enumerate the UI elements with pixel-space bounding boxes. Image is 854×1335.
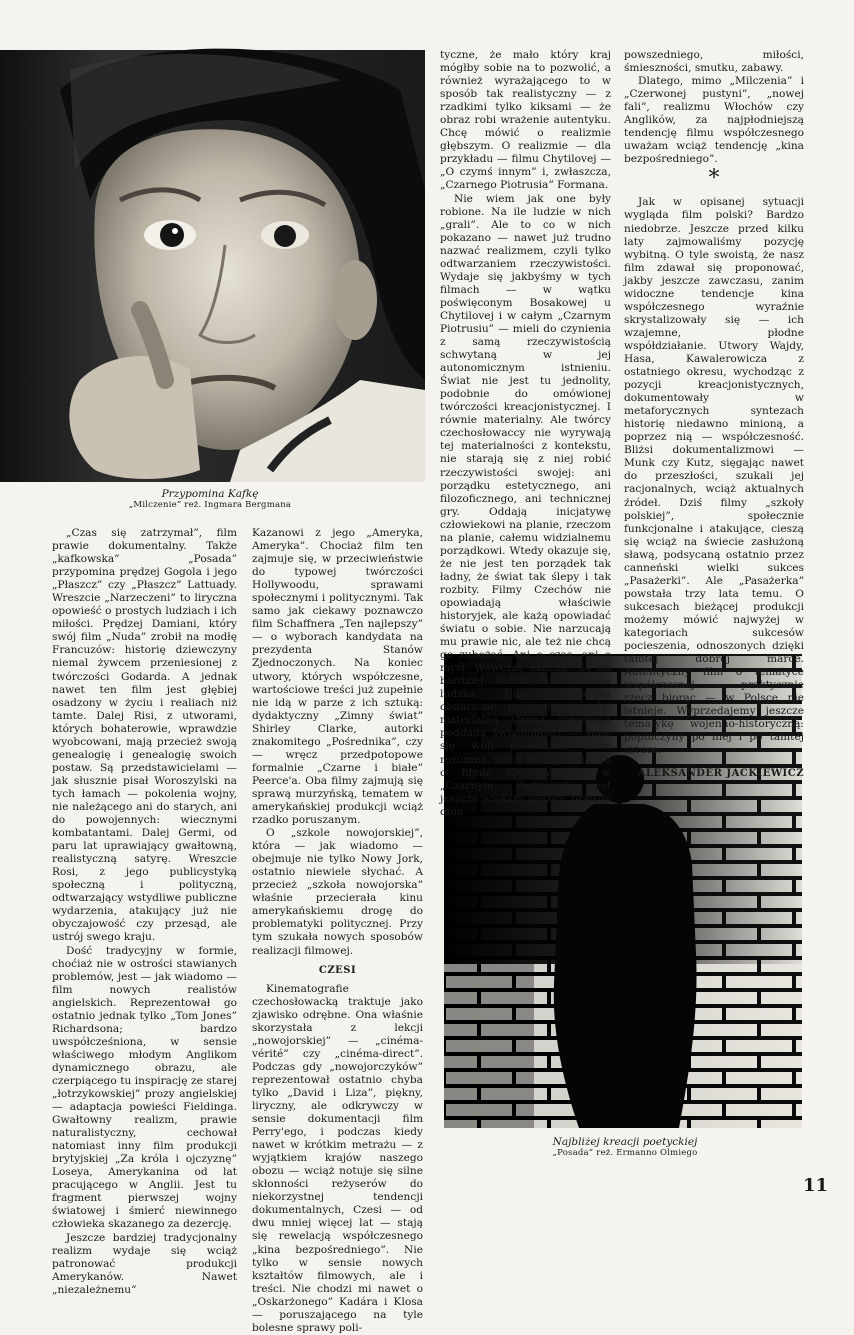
- paragraph: „Czas się zatrzymał”, film prawie dokumentalny. Także „kafkowska” „Posada” przypomina prędzej Gogola i jego „Płaszcz” czy „Płaszcz” Lattuady. Wreszcie „Narzeczeni” to liryczna opowieść o prostych ludziach i ich miłości. Prędzej Damiani, który swój film „Nuda” zrobił na modłę Francuzów: historię dziewczyny niemal żywcem przeniesionej z twórczości Godarda. A jednak nawet ten film jest głębiej osadzony w życiu i realiach niż tamte. Dalej Risi, z utworami, których bohaterowie, wprawdzie wyobcowani, mają przecież swoją genealogię i genealogię swoich postaw. Są przedstawicielami — jak słusznie pisał Woroszylski na tych łamach — pokolenia wojny, nie należącego ani do starych, ani do powojennych: wiecznymi kombatantami. Dalej Germi, od paru lat uprawiający gwałtowną, realistyczną satyrę. Wreszcie Rosi, z jego publicystyką społeczną i polityczną, odtwarzający wstydliwe publiczne wydarzenia, atakujący już nie obyczajowość czy przesąd, ale ustrój swego kraju.: [52, 527, 237, 944]
- caption-sub: „Milczenie” reż. Ingmara Bergmana: [128, 500, 292, 510]
- paragraph: Nie wiem jak one były robione. Na ile ludzie w nich „grali”. Ale to co w nich pokazano — nawet już trudno nazwać realizmem, czyli tylko odtwarzaniem rzeczywistości. Wydaje się jakbyśmy w tych filmach — w wątku poświęconym Bosakowej u Chytilovej i w całym „Czarnym Piotrusiu” — mieli do czynienia z samą rzeczywistością schwytaną w jej autonomicznym istnieniu. Świat nie jest tu jednolity, podobnie do omówionej twórczości kreacjonistycznej. I równie materialny. Ale twórcy czechosłowaccy nie wyrywają tej materialności z kontekstu, nie starają się z niej robić rzeczywistości swojej: ani porządku estetycznego, ani filozoficznego, ani technicznej gry. Oddają inicjatywę człowiekowi na planie, rzeczom na planie, całemu widzialnemu porządkowi. Wtedy okazuje się, że nie jest ten porządek tak ładny, że świat tak ślepy i tak rozbity. Filmy Czechów nie opowiadają właściwie historyjek, ale każą opowiadać światu o sobie. Nie narzucają mu prawie nic, ale też nie chcą go zubożać. Ani o czas, ani o myśl. Wówczas okazuje się on bardziej ludzki niż kreacja ludzka. Ciało człowieka obdarzone rozumem i wolą, materialna strona człowieka poddana świadomości — staje się woli posłuszna, sama rozumna, sama inteligentna. To o filmie Chytilovej. A w „Czarnym Piotrusiu” jest jeszcze większy gąszcz: prawdy dnia: [440, 192, 611, 818]
- column-top-right: [624, 49, 804, 780]
- paragraph: O „szkole nowojorskiej”, która — jak wiadomo — obejmuje nie tylko Nowy Jork, ostatnio niewiele słychać. A przecież „szkoła nowojorska” właśnie przecierała kinu amerykańskiemu drogę do problematyki politycznej. Przy tym szukała nowych sposobów realizacji filmowej.: [252, 827, 423, 957]
- column-bottom-center: [252, 527, 423, 1334]
- author-name: ALEKSANDER JACKIEWICZ: [637, 768, 804, 780]
- paragraph: Kazanowi z jego „Ameryka, Ameryka”. Chociaż film ten zajmuje się, w przeciwieństwie do typowej twórczości Hollywoodu, sprawami społecznymi i politycznymi. Tak samo jak ciekawy poznawczo film Schaffnera „Ten najlepszy” — o wyborach kandydata na prezydenta Stanów Zjednoczonych. Na koniec utwory, których współczesne, wartościowe treści już zupełnie nie idą w parze z ich sztuką: dydaktyczny „Zimny świat” Shirley Clarke, autorki znakomitego „Pośrednika”, czy — wręcz przedpotopowe formalnie „Czarne i białe” Peerce'a. Oba filmy zajmują się sprawą murzyńską, tematem w amerykańskiej produkcji wciąż rzadko poruszanym.: [252, 527, 423, 827]
- photo-portrait: [0, 50, 425, 482]
- paragraph: Dlatego, mimo „Milczenia” i „Czerwonej pustyni”, „nowej fali”, realizmu Włochów czy Anglików, za najpłodniejszą tendencję filmu współczesnego uważam wciąż tendencję „kina bezpośredniego”.: [624, 75, 804, 166]
- column-top-center: [440, 49, 611, 818]
- paragraph: tyczne, że mało który kraj mógłby sobie na to pozwolić, a również wyrażającego to w sposób tak realistyczny — z rzadkimi tylko kiksami — że obraz robi wrażenie autentyku. Chcę mówić o realizmie głębszym. O realizmie — dla przykładu — filmu Chytilovej — „O czymś innym” i, zwłaszcza, „Czarnego Piotrusia” Formana.: [440, 49, 611, 192]
- caption-title: Najbliżej kreacji poetyckiej: [552, 1136, 698, 1148]
- column-bottom-left: [52, 527, 237, 1296]
- portrait-image: [0, 50, 425, 482]
- photo-silhouette-caption: [500, 1136, 750, 1158]
- paragraph: Kinematografie czechosłowacką traktuje jako zjawisko odrębne. Ona właśnie skorzystała z lekcji „nowojorskiej” — „cinéma-vérité” czy „cinéma-direct”. Podczas gdy „nowojorczyków” reprezentował ostatnio chyba tylko „David i Liza”, piękny, liryczny, ale odkrywczy w sensie dokumentacji film Perry'ego, i podczas kiedy nawet w krótkim metrażu — z wyjątkiem krajów naszego obozu — wciąż notuje się silne skłonności reżyserów do niekorzystnej tendencji dokumentalnych, Czesi — od dwu mniej więcej lat — stają się rewelacją współczesnego „kina bezpośredniego”. Nie tylko w sensie nowych kształtów filmowych, ale i treści. Nie chodzi mi nawet o „Oskarżonego” Kadára i Klosa — poruszającego na tyle bolesne sprawy poli-: [252, 982, 423, 1334]
- paragraph: Jeszcze bardziej tradycjonalny realizm wydaje się wciąż patronować produkcji Amerykanów. Nawet „niezależnemu”: [52, 1231, 237, 1296]
- paragraph: Jak w opisanej sytuacji wygląda film polski? Bardzo niedobrze. Jeszcze przed kilku laty zajmowaliśmy pozycję wybitną. O tyle swoistą, że nasz film zdawał się proponować, jakby jeszcze zawczasu, zanim widoczne tendencje kina współczesnego wyraźnie skrystalizowały się — ich wzajemne, płodne współdziałanie. Utwory Wajdy, Hasa, Kawalerowicza z ostatniego okresu, wychodząc z pozycji kreacjonistycznych, dokumentowały w metaforycznych syntezach historię niedawno minioną, a poprzez nią — współczesność. Bliżsi dokumentalizmowi — Munk czy Kutz, sięgając nawet do przeszłości, szukali jej racjonalnych, wciąż aktualnych źródeł. Dziś filmy „szkoły polskiej”, społecznie funkcjonalne i atakujące, cieszą się wciąż na świecie zasłużoną sławą, podsycaną ostatnio przez canneński wielki sukces „Pasażerki”. Ale „Pasażerka” powstała trzy lata temu. O sukcesach bieżącej produkcji możemy mówić najwyżej w kategoriach sukcesów pocieszenia, odnoszonych dzięki tamtej dobrej marce. Autentyczny film o tematyce współczesnej — praktycznie rzecz biorąc — w Polsce nie istnieje. Wyprzedajemy jeszcze tematykę wojenno-historyczną: popluczyny po niej i po tamtej sztuce.: [624, 196, 804, 757]
- caption-title: Przypomina Kafkę: [161, 488, 259, 500]
- caption-sub: „Posada” reż. Ermanno Olmiego: [552, 1148, 698, 1158]
- paragraph: powszedniego, miłości, śmieszności, smutku, zabawy.: [624, 49, 804, 75]
- photo-portrait-caption: [80, 488, 340, 510]
- page-number: 11: [802, 1175, 828, 1196]
- paragraph: Dość tradycyjny w formie, choćiaż nie w ostrości stawianych problemów, jest — jak wiadomo — film nowych realistów angielskich. Reprezentował go ostatnio jednak tylko „Tom Jones” Richardsona; bardzo uwspółcześniona, w sensie właściwego młodym Anglikom dynamicznego obrazu, ale czerpiącego tu inspirację ze starej „łotrzykowskiej” prozy angielskiej — adaptacja powieści Fieldinga. Gwałtowny realizm, prawie naturalistyczny, cechował natomiast inny film produkcji brytyjskiej „Za króla i ojczyznę” Loseya, Amerykanina od lat pracującego w Anglii. Jest tu fragment pierwszej wojny światowej i śmierć niewinnego człowieka skazanego za dezercję.: [52, 944, 237, 1231]
- section-heading-czesi: CZESI: [318, 964, 357, 976]
- section-divider-star: *: [708, 166, 720, 192]
